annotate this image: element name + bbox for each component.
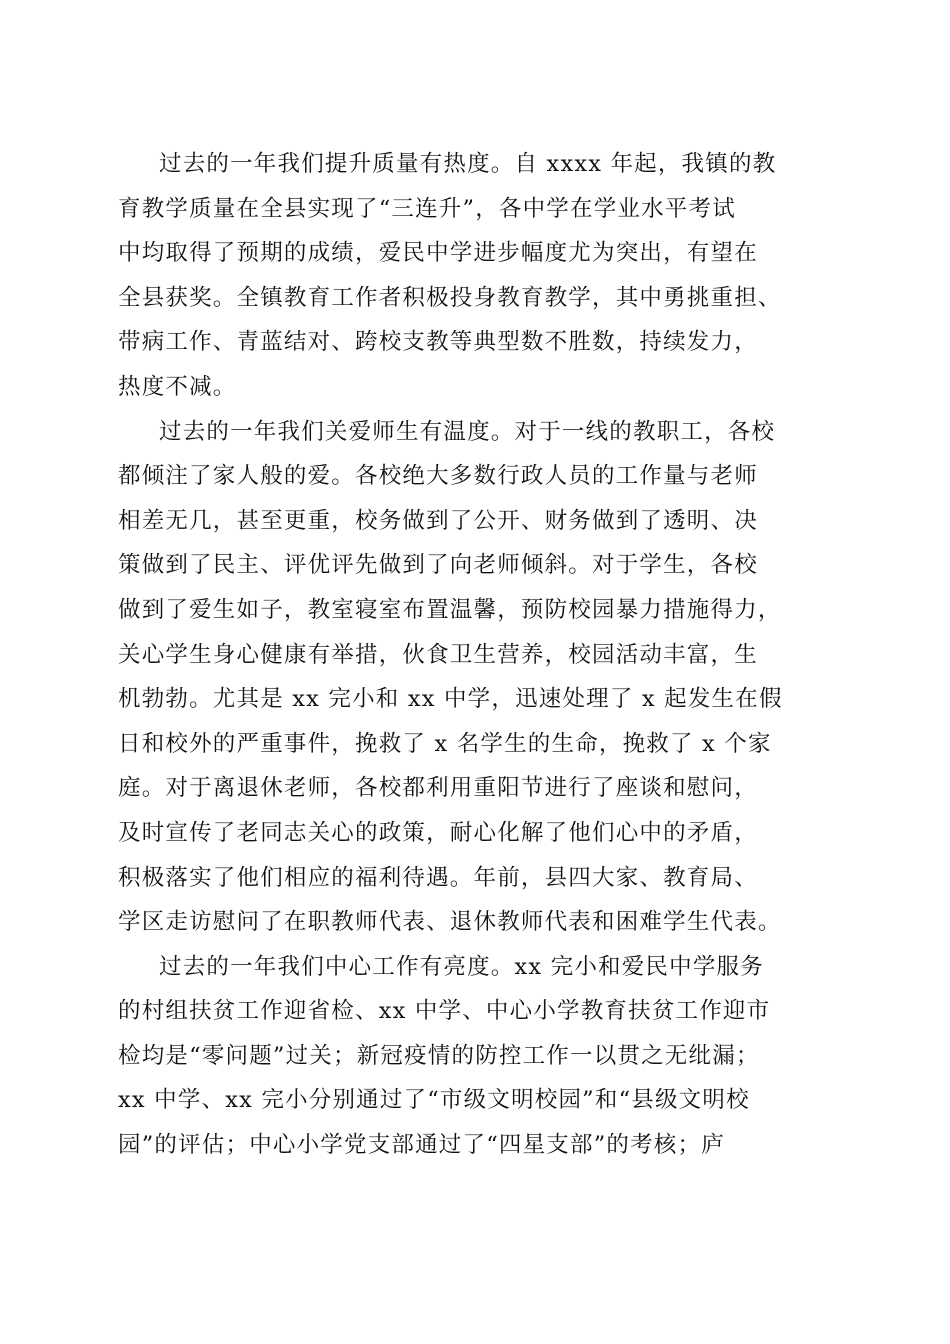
text-line: 的村组扶贫工作迎省检、xx 中学、中心小学教育扶贫工作迎市	[118, 998, 771, 1025]
text-line: 庭。对于离退休老师，各校都利用重阳节进行了座谈和慰问，	[118, 775, 758, 802]
text-line: 做到了爱生如子，教室寝室布置温馨，预防校园暴力措施得力，	[118, 596, 782, 623]
text-line: 带病工作、青蓝结对、跨校支教等典型数不胜数，持续发力，	[118, 329, 758, 356]
text-line: 过去的一年我们关爱师生有温度。对于一线的教职工，各校	[159, 418, 776, 445]
text-line: 过去的一年我们提升质量有热度。自 xxxx 年起，我镇的教	[159, 151, 777, 177]
text-line: 日和校外的严重事件，挽救了 x 名学生的生命，挽救了 x 个家	[118, 730, 772, 757]
text-line: 策做到了民主、评优评先做到了向老师倾斜。对于学生，各校	[118, 552, 758, 579]
text-line: 园”的评估；中心小学党支部通过了“四星支部”的考核；庐	[118, 1132, 725, 1159]
text-line: 都倾注了家人般的爱。各校绝大多数行政人员的工作量与老师	[118, 463, 758, 490]
text-line: 过去的一年我们中心工作有亮度。xx 完小和爱民中学服务	[159, 953, 764, 980]
text-line: 热度不减。	[118, 373, 237, 400]
text-line: 育教学质量在全县实现了“三连升”，各中学在学业水平考试	[118, 195, 736, 222]
text-line: 关心学生身心健康有举措，伙食卫生营养，校园活动丰富，生	[118, 641, 758, 668]
text-line: 机勃勃。尤其是 xx 完小和 xx 中学，迅速处理了 x 起发生在假	[118, 686, 783, 713]
text-line: 学区走访慰问了在职教师代表、退休教师代表和困难学生代表。	[118, 909, 782, 936]
text-line: 全县获奖。全镇教育工作者积极投身教育教学，其中勇挑重担、	[118, 284, 782, 311]
text-line: 中均取得了预期的成绩，爱民中学进步幅度尤为突出，有望在	[118, 240, 758, 267]
text-line: 检均是“零问题”过关；新冠疫情的防控工作一以贯之无纰漏；	[118, 1042, 760, 1069]
text-line: xx 中学、xx 完小分别通过了“市级文明校园”和“县级文明校	[118, 1087, 750, 1114]
text-line: 及时宣传了老同志关心的政策，耐心化解了他们心中的矛盾，	[118, 819, 758, 846]
paragraph-quality	[118, 142, 838, 410]
text-line: 相差无几，甚至更重，校务做到了公开、财务做到了透明、决	[118, 507, 758, 534]
paragraph-central-work	[118, 945, 838, 1168]
paragraph-care	[118, 410, 838, 945]
document-body	[118, 142, 838, 1168]
text-line: 积极落实了他们相应的福利待遇。年前，县四大家、教育局、	[118, 864, 758, 891]
